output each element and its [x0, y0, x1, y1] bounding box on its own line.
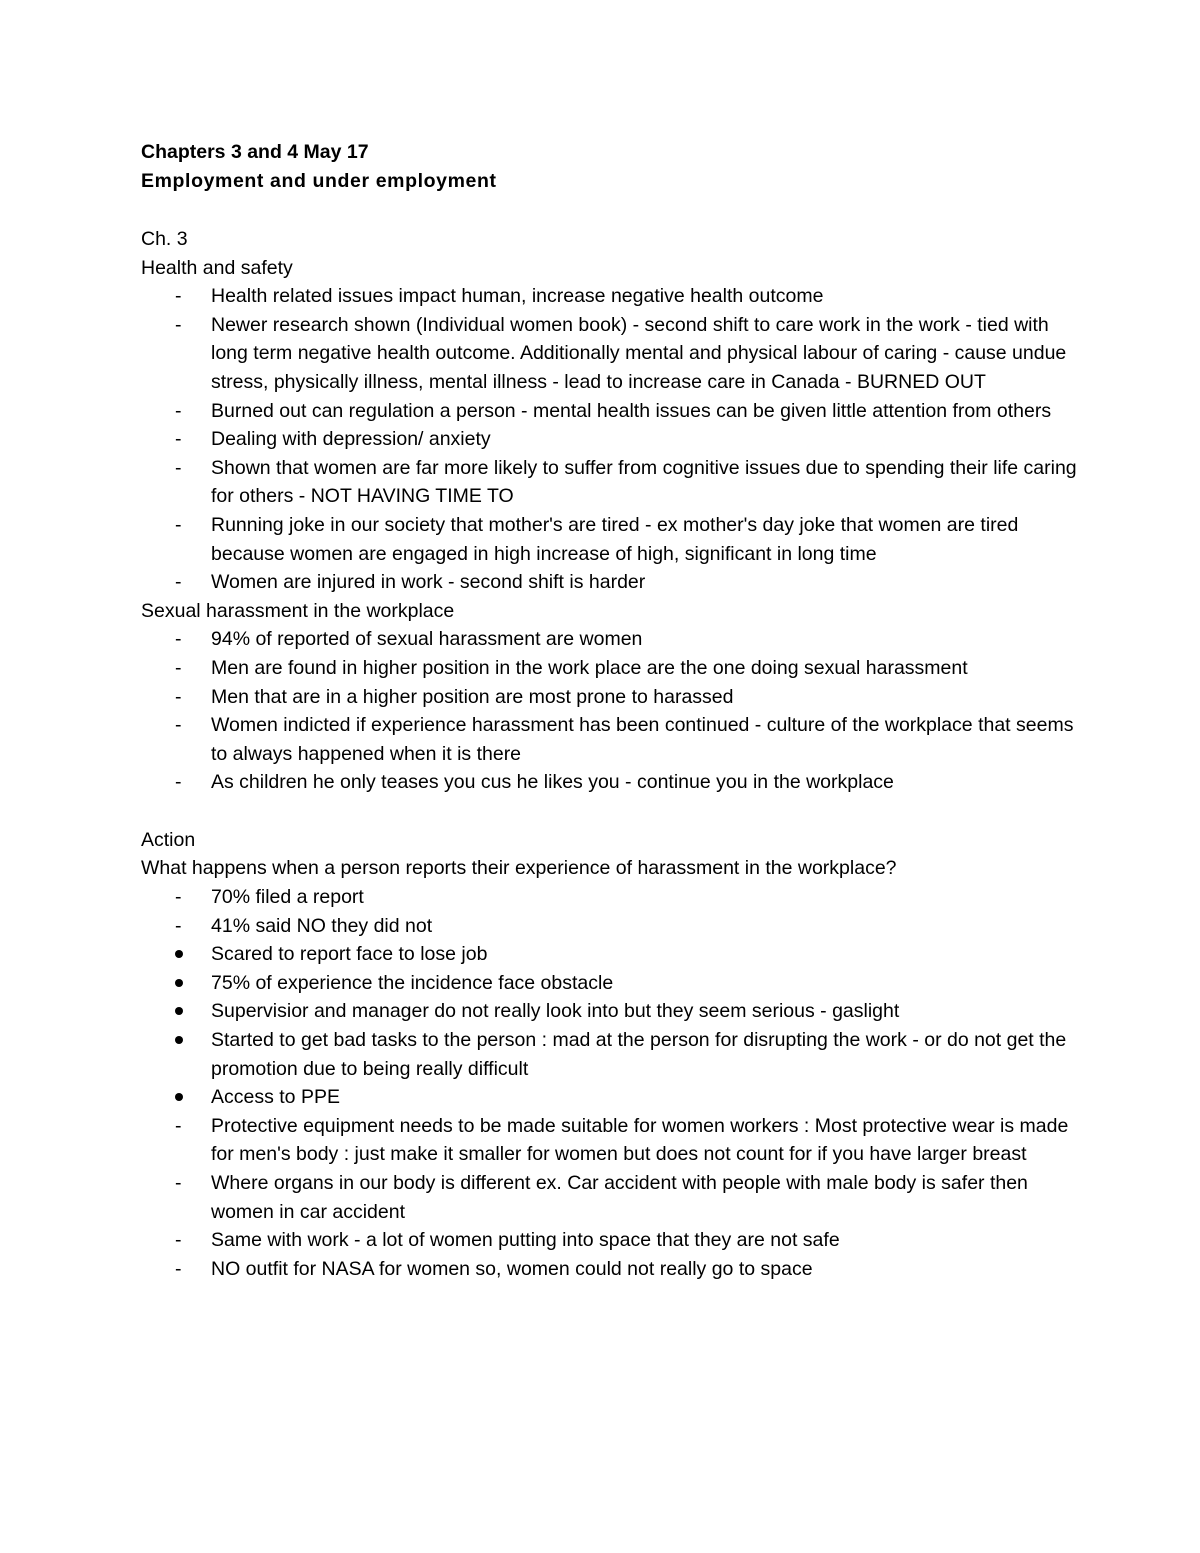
note-item-text: Shown that women are far more likely to suffer from cognitive issues due to spending their life caring for others - NOT HAVING TIME TO	[211, 456, 1077, 508]
note-item-text: 70% filed a report	[211, 886, 364, 909]
note-list	[141, 282, 1081, 597]
section-heading: Health and safety	[141, 256, 293, 279]
note-item-text: Where organs in our body is different ex. Car accident with people with male body is safer then women in car accident	[211, 1172, 1028, 1223]
note-item-text: Newer research shown (Individual women book) - second shift to care work in the work - tied with long term negative health outcome. Additionally mental and physical labour of caring - cause undue stress, physically illness, mental illness - lead to increase care in Canada - BURNED OUT	[211, 313, 1067, 393]
dash-marker: -	[175, 886, 182, 909]
spacer	[141, 797, 1081, 826]
note-list	[141, 883, 1081, 1283]
dash-marker: -	[175, 456, 182, 479]
section-heading: What happens when a person reports their experience of harassment in the workplace?	[141, 857, 897, 880]
note-list-item	[141, 625, 1081, 654]
document-subtitle: Employment and under employment	[141, 170, 497, 192]
dash-marker: -	[175, 1172, 182, 1194]
dash-marker: -	[175, 914, 182, 937]
dash-marker: -	[175, 656, 182, 679]
note-item-text: Health related issues impact human, increase negative health outcome	[211, 285, 824, 308]
document-page	[141, 138, 1081, 1283]
note-item-text: Men that are in a higher position are most prone to harassed	[211, 685, 734, 708]
note-list-item	[141, 568, 1081, 597]
spacer	[141, 196, 1081, 225]
dash-marker: -	[175, 313, 182, 336]
note-item-text: Women are injured in work - second shift is harder	[211, 571, 646, 594]
document-title: Chapters 3 and 4 May 17	[141, 141, 369, 163]
note-item-text: Same with work - a lot of women putting into space that they are not safe	[211, 1229, 840, 1252]
note-list-item	[141, 1255, 1081, 1284]
note-item-text: As children he only teases you cus he likes you - continue you in the workplace	[211, 771, 894, 794]
dash-marker: -	[175, 771, 182, 794]
note-list-item	[141, 454, 1081, 511]
note-list-item	[141, 1169, 1081, 1226]
note-list-item	[141, 711, 1081, 768]
note-list-item	[141, 311, 1081, 397]
note-list-item	[141, 768, 1081, 797]
note-item-text: Men are found in higher position in the work place are the one doing sexual harassment	[211, 656, 968, 679]
dash-marker: -	[175, 285, 182, 308]
note-item-text: Scared to report face to lose job	[211, 943, 488, 966]
note-list-item	[141, 282, 1081, 311]
note-list-item	[141, 511, 1081, 568]
note-list-item	[141, 912, 1081, 941]
note-item-text: NO outfit for NASA for women so, women could not really go to space	[211, 1257, 813, 1280]
dash-marker: -	[175, 714, 182, 737]
note-item-text: Dealing with depression/ anxiety	[211, 428, 491, 451]
note-item-text: 41% said NO they did not	[211, 914, 433, 937]
note-list-item	[141, 1083, 1081, 1112]
dash-marker: -	[175, 428, 182, 451]
note-item-text: Supervisior and manager do not really look into but they seem serious - gaslight	[211, 1000, 900, 1023]
note-item-text: Access to PPE	[211, 1086, 340, 1109]
note-list-item	[141, 683, 1081, 712]
note-item-text: 75% of experience the incidence face obstacle	[211, 971, 614, 994]
section-heading: Sexual harassment in the workplace	[141, 599, 455, 622]
note-list-item	[141, 997, 1081, 1026]
notes-body	[141, 225, 1081, 1283]
note-list-item	[141, 425, 1081, 454]
note-item-text: Burned out can regulation a person - mental health issues can be given little attention from others	[211, 399, 1052, 422]
note-list-item	[141, 397, 1081, 426]
dash-marker: -	[175, 513, 182, 536]
note-list	[141, 625, 1081, 797]
dash-marker: -	[175, 399, 182, 422]
dash-marker: -	[175, 571, 182, 594]
note-list-item	[141, 1026, 1081, 1083]
note-list-item	[141, 969, 1081, 998]
dash-marker: -	[175, 1229, 182, 1252]
note-list-item	[141, 1226, 1081, 1255]
note-item-text: Running joke in our society that mother's are tired - ex mother's day joke that women are tired because women are engaged in high increase of high, significant in long time	[211, 513, 1019, 565]
note-item-text: Started to get bad tasks to the person : mad at the person for disrupting the work - or do not get the promotion due to being really difficult	[211, 1029, 1067, 1080]
note-item-text: Protective equipment needs to be made suitable for women workers : Most protective wear is made for men's body : just make it smaller for women but does not count for if you have larger breast	[211, 1114, 1069, 1166]
note-list-item	[141, 883, 1081, 912]
section-heading: Ch. 3	[141, 228, 188, 250]
dash-marker: -	[175, 1114, 182, 1137]
note-list-item	[141, 1112, 1081, 1169]
note-item-text: Women indicted if experience harassment has been continued - culture of the workplace that seems to always happened when it is there	[211, 714, 1074, 765]
note-item-text: 94% of reported of sexual harassment are women	[211, 628, 643, 651]
note-list-item	[141, 940, 1081, 969]
section-heading: Action	[141, 828, 196, 851]
note-list-item	[141, 654, 1081, 683]
dash-marker: -	[175, 685, 182, 708]
dash-marker: -	[175, 628, 182, 651]
dash-marker: -	[175, 1257, 182, 1280]
